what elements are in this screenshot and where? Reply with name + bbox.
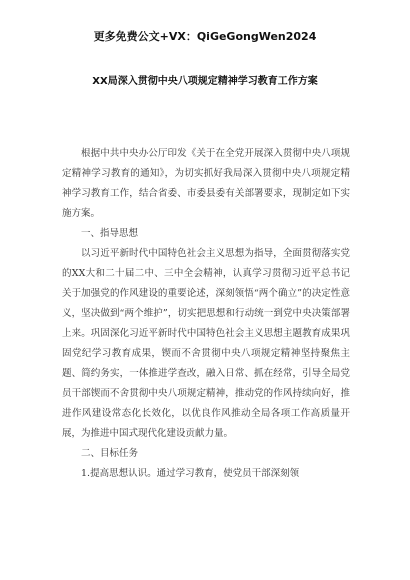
section-heading-goals: 二、目标任务	[81, 448, 139, 459]
document-title: XX局深入贯彻中央八项规定精神学习教育工作方案	[92, 76, 318, 87]
promo-banner: 更多免费公文+VX：QiGeGongWen2024	[93, 30, 317, 43]
section-body-guiding-thought: 以习近平新时代中国特色社会主义思想为指导，全面贯彻落实党的XX大和二十届二中、三中全会精神，认真学习贯彻习近平总书记关于加强党的作风建设的重要论述，深刻领悟“两个确立”的决定性意义，坚决做到“两个维护”，切实把思想和行动统一到党中央决策部署上来。巩固深化习近平新时代中国特色社会主义思想主题教育成果巩固党纪学习教育成果，锲而不舍贯彻中央八项规定精神坚持聚焦主题、简约务实，一体推进学查改，融入日常、抓在经常，引导全局党员干部锲而不舍贯彻中央八项规定精神，推动党的作风持续向好，推进作风建设常态化长效化，以优良作风推动全局各项工作高质量开展，为推进中国式现代化建设贡献力量。	[62, 248, 350, 439]
intro-paragraph: 根据中共中央办公厅印发《关于在全党开展深入贯彻中央八项规定精神学习教育的通知》，为切实抓好我局深入贯彻中央八项规定精神学习教育工作，结合省委、市委县委有关部署要求，现制定如下实施方案。	[62, 148, 350, 219]
goal-item-1: 1.提高思想认识。通过学习教育，使党员干部深刻领	[81, 468, 300, 479]
document-body	[62, 144, 350, 484]
section-heading-guiding-thought: 一、指导思想	[81, 228, 139, 239]
